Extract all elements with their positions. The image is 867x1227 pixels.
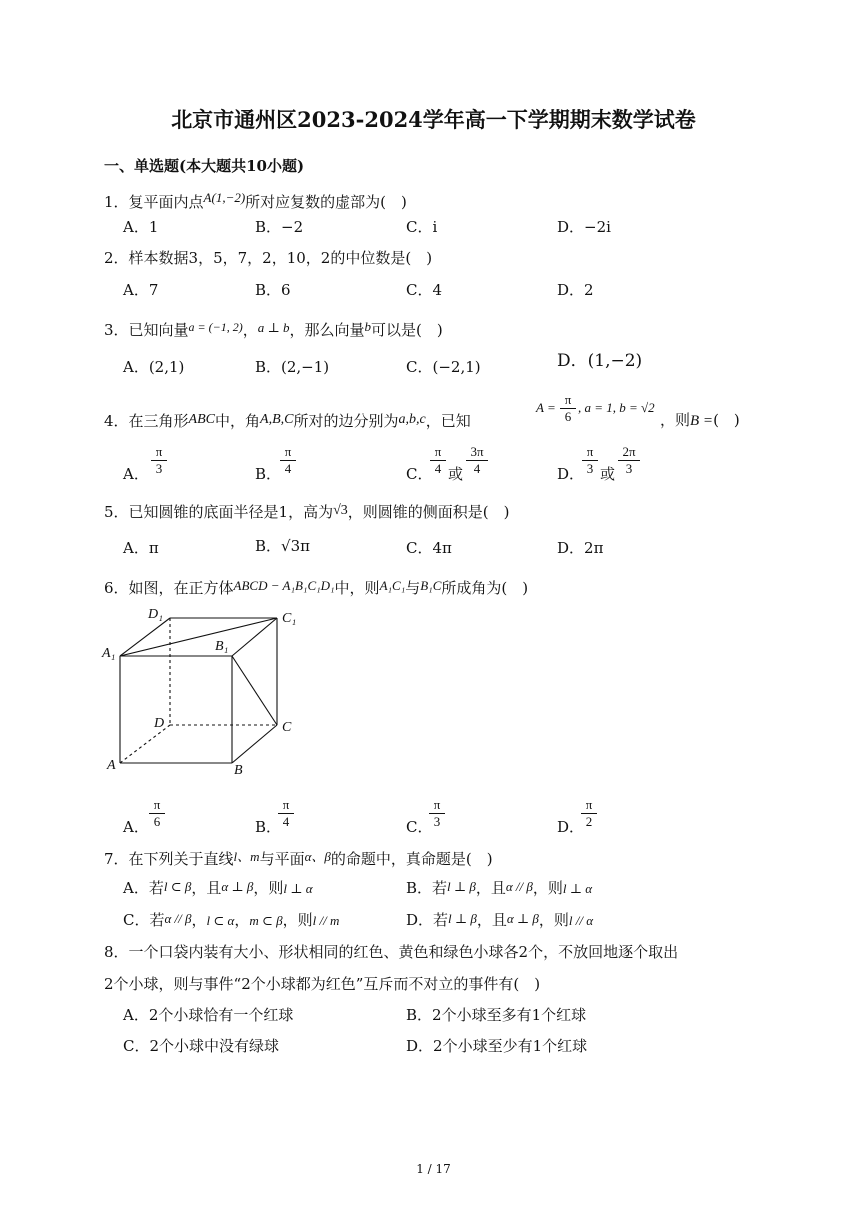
option-text: D．若 bbox=[406, 911, 449, 929]
option-c-fraction-2 bbox=[466, 444, 488, 477]
stem-text: 4．在三角形 bbox=[104, 412, 189, 430]
option-b-label: B． bbox=[255, 818, 282, 836]
option-math: α // β bbox=[505, 879, 533, 894]
option-math: l ⊥ α bbox=[562, 881, 593, 896]
fraction-denominator: 4 bbox=[284, 461, 292, 476]
fraction-denominator: 3 bbox=[625, 461, 633, 476]
option-text: ，且 bbox=[476, 911, 507, 929]
question-3-stem bbox=[104, 318, 443, 339]
option-d: D．2 bbox=[557, 281, 594, 299]
option-c: C．2个小球中没有绿球 bbox=[123, 1037, 280, 1055]
vertex-label-c1: C₁ bbox=[282, 611, 297, 626]
stem-text: 与平面 bbox=[259, 850, 305, 868]
stem-text: ，那么向量 bbox=[289, 321, 365, 339]
vertex-label-b1: B₁ bbox=[215, 639, 229, 654]
fraction-numerator: π bbox=[282, 797, 290, 812]
height-value: √3 bbox=[333, 503, 348, 518]
fraction-numerator: π bbox=[153, 797, 161, 812]
question-1-stem bbox=[104, 189, 407, 211]
stem-text: 6．如图，在正方体 bbox=[104, 579, 234, 597]
option-math: m ⊂ β bbox=[249, 913, 283, 928]
option-text: C．若 bbox=[123, 911, 165, 929]
fraction-denominator: 6 bbox=[153, 814, 161, 829]
option-math: l ⊂ α bbox=[206, 913, 235, 928]
option-a: A．(2,1) bbox=[123, 358, 185, 376]
option-math: l ⊥ α bbox=[283, 881, 313, 896]
condition-lhs: A = bbox=[536, 400, 556, 415]
option-text: ， bbox=[234, 911, 250, 929]
option-c bbox=[123, 910, 339, 930]
option-math: α ⊥ β bbox=[506, 911, 539, 926]
condition-fraction bbox=[560, 392, 576, 425]
stem-text: 中，角 bbox=[215, 412, 261, 430]
option-c: C．(−2,1) bbox=[406, 358, 481, 376]
question-4-ask bbox=[660, 411, 740, 430]
option-a: A．π bbox=[123, 539, 159, 557]
fraction-numerator: π bbox=[586, 444, 594, 459]
option-b-fraction bbox=[278, 797, 294, 830]
stem-text: 可以是( ) bbox=[371, 321, 443, 339]
stem-text: 7．在下列关于直线 bbox=[104, 850, 234, 868]
fraction-numerator: 2π bbox=[622, 444, 636, 459]
option-c: C．4 bbox=[406, 281, 443, 299]
option-a: A．1 bbox=[123, 218, 159, 236]
option-c: C．i bbox=[406, 218, 438, 236]
angles: A,B,C bbox=[260, 412, 294, 427]
section-heading: 一、单选题(本大题共10小题) bbox=[104, 157, 305, 175]
question-4-stem bbox=[104, 411, 471, 430]
stem-text: 所成角为( ) bbox=[441, 579, 529, 597]
vector-b: b bbox=[364, 319, 371, 334]
option-text: ，且 bbox=[475, 879, 506, 897]
question-8-line-1: 8．一个口袋内装有大小、形状相同的红色、黄色和绿色小球各2个，不放回地逐个取出 bbox=[104, 943, 679, 961]
stem-text: ，则 bbox=[660, 411, 691, 429]
stem-text: ， bbox=[242, 321, 258, 339]
question-2-stem: 2．样本数据3，5，7，2，10，2的中位数是( ) bbox=[104, 249, 433, 267]
fraction-numerator: π bbox=[585, 797, 593, 812]
option-a bbox=[123, 878, 313, 898]
option-d-label: D． bbox=[557, 465, 585, 483]
option-text: ，则 bbox=[538, 911, 569, 929]
point-expression: A(1,−2) bbox=[203, 190, 246, 205]
fraction-denominator: 3 bbox=[433, 814, 441, 829]
option-b: B．6 bbox=[255, 281, 291, 299]
option-d: D．−2i bbox=[557, 218, 611, 236]
or-text: 或 bbox=[600, 465, 616, 483]
option-a: A．7 bbox=[123, 281, 159, 299]
fraction-denominator: 3 bbox=[155, 461, 163, 476]
stem-text: 3．已知向量 bbox=[104, 321, 189, 339]
option-b: B．√3π bbox=[255, 537, 310, 555]
vertex-label-d1: D₁ bbox=[148, 607, 163, 622]
question-8-line-2: 2个小球，则与事件“2个小球都为红色”互斥而不对立的事件有( ) bbox=[104, 975, 541, 993]
option-d-fraction-1 bbox=[582, 444, 598, 477]
vector-a-expression: a = (−1, 2) bbox=[188, 320, 243, 334]
page-title: 北京市通州区2023-2024学年高一下学期期末数学试卷 bbox=[171, 107, 696, 132]
sides: a,b,c bbox=[398, 412, 426, 427]
option-c-fraction-1 bbox=[430, 444, 446, 477]
vertex-label-b: B bbox=[234, 763, 243, 778]
vertex-label-a1: A₁ bbox=[102, 646, 116, 661]
fraction-numerator: π bbox=[155, 444, 163, 459]
option-b: B．(2,−1) bbox=[255, 358, 330, 376]
option-b: B．2个小球至多有1个红球 bbox=[406, 1006, 587, 1024]
option-a-fraction bbox=[151, 444, 167, 477]
fraction-denominator: 2 bbox=[585, 814, 593, 829]
line-b1c: B₁C bbox=[420, 578, 442, 593]
stem-text: 中，则 bbox=[334, 579, 380, 597]
perpendicular-expression: a ⊥ b bbox=[257, 320, 290, 335]
fraction-denominator: 6 bbox=[564, 409, 572, 424]
option-math: l // m bbox=[312, 913, 340, 928]
option-text: ，则 bbox=[282, 911, 313, 929]
option-text: B．若 bbox=[406, 879, 448, 897]
stem-text: ，则圆锥的侧面积是( ) bbox=[347, 503, 510, 521]
fraction-numerator: π bbox=[564, 392, 572, 407]
question-6-stem bbox=[104, 577, 528, 597]
option-math: l // α bbox=[568, 913, 594, 928]
triangle-name: ABC bbox=[188, 412, 215, 427]
option-c-label: C． bbox=[406, 818, 433, 836]
option-b bbox=[406, 878, 592, 898]
option-text: ， bbox=[191, 911, 207, 929]
option-b-fraction bbox=[280, 444, 296, 477]
option-d-fraction-2 bbox=[618, 444, 640, 477]
vertex-label-c: C bbox=[282, 720, 292, 735]
cube-diagram bbox=[100, 598, 310, 783]
page-number: 1 / 17 bbox=[416, 1162, 451, 1176]
option-d: D．2π bbox=[557, 539, 604, 557]
cube-name: ABCD − A₁B₁C₁D₁ bbox=[233, 578, 335, 593]
fraction-denominator: 4 bbox=[282, 814, 290, 829]
option-a-label: A． bbox=[123, 818, 149, 836]
fraction-numerator: π bbox=[284, 444, 292, 459]
fraction-numerator: π bbox=[433, 797, 441, 812]
ask-expression: B = bbox=[690, 413, 714, 429]
lines-lm: l、m bbox=[233, 849, 260, 864]
option-text: ，则 bbox=[253, 879, 284, 897]
question-7-stem bbox=[104, 848, 493, 868]
option-math: l ⊥ β bbox=[447, 879, 476, 894]
option-math: l ⊂ β bbox=[163, 879, 192, 894]
option-d-label: D． bbox=[557, 818, 585, 836]
stem-text: 所对的边分别为 bbox=[293, 412, 399, 430]
fraction-numerator: π bbox=[434, 444, 442, 459]
option-d: D．(1,−2) bbox=[557, 351, 643, 371]
option-math: l ⊥ β bbox=[448, 911, 477, 926]
fraction-denominator: 3 bbox=[586, 461, 594, 476]
vertex-label-a: A bbox=[107, 758, 116, 773]
stem-text: 1．复平面内点 bbox=[104, 193, 204, 211]
stem-text: 的命题中，真命题是( ) bbox=[330, 850, 493, 868]
option-text: ，且 bbox=[191, 879, 222, 897]
option-b-label: B． bbox=[255, 465, 282, 483]
fraction-denominator: 4 bbox=[434, 461, 442, 476]
stem-text: 5．已知圆锥的底面半径是1，高为 bbox=[104, 503, 334, 521]
option-math: α ⊥ β bbox=[221, 879, 254, 894]
cube-figure bbox=[100, 598, 310, 787]
or-text: 或 bbox=[448, 465, 464, 483]
option-a-fraction bbox=[149, 797, 165, 830]
stem-text: 所对应复数的虚部为( ) bbox=[245, 193, 407, 211]
option-text: ，则 bbox=[532, 879, 563, 897]
option-a-label: A． bbox=[123, 465, 149, 483]
option-c-fraction bbox=[429, 797, 445, 830]
line-a1c1: A₁C₁ bbox=[379, 578, 406, 593]
option-math: α // β bbox=[164, 911, 192, 926]
condition-rhs: , a = 1, b = √2 bbox=[578, 400, 655, 415]
option-d: D．2个小球至少有1个红球 bbox=[406, 1037, 588, 1055]
option-text: A．若 bbox=[123, 879, 164, 897]
fraction-numerator: 3π bbox=[470, 444, 484, 459]
option-d-fraction bbox=[581, 797, 597, 830]
planes-ab: α、β bbox=[304, 849, 331, 864]
fraction-denominator: 4 bbox=[473, 461, 481, 476]
option-c: C．4π bbox=[406, 539, 452, 557]
vertex-label-d: D bbox=[154, 716, 165, 731]
question-5-stem bbox=[104, 502, 510, 521]
stem-text: ( ) bbox=[713, 411, 740, 429]
option-b: B．−2 bbox=[255, 218, 304, 236]
option-c-label: C． bbox=[406, 465, 433, 483]
option-a: A．2个小球恰有一个红球 bbox=[123, 1006, 294, 1024]
stem-text: ，已知 bbox=[425, 412, 471, 430]
stem-text: 与 bbox=[405, 579, 421, 597]
option-d bbox=[406, 910, 593, 930]
